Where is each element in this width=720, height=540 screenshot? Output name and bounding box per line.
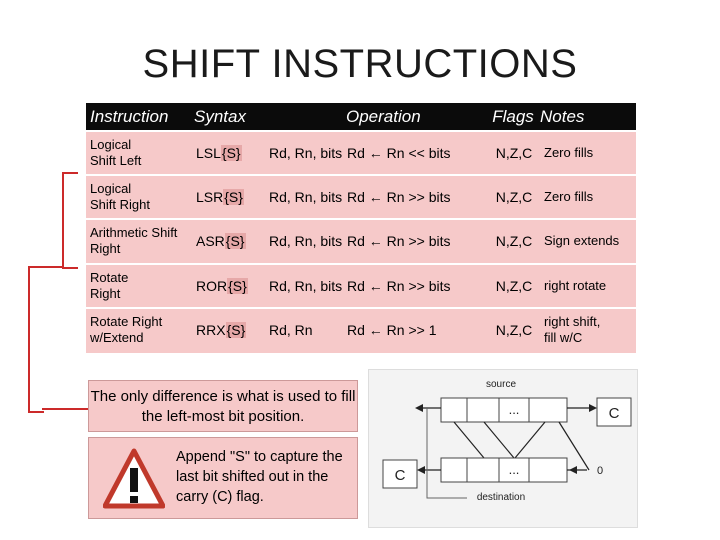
operation-cell: Rd ← Rn << bits xyxy=(347,145,451,161)
operation-cell: Rd ← Rn >> bits xyxy=(347,233,451,249)
table-row xyxy=(86,174,636,218)
bracket-to-callout xyxy=(42,408,88,410)
difference-callout: The only difference is what is used to fill the left-most bit position. xyxy=(88,380,358,432)
notes-cell: right shift, fill w/C xyxy=(544,314,601,345)
page-title: SHIFT INSTRUCTIONS xyxy=(142,42,578,86)
operation-cell: Rd ← Rn >> bits xyxy=(347,278,451,294)
instruction-cell: Rotate Right w/Extend xyxy=(90,314,163,345)
flags-cell: N,Z,C xyxy=(495,145,533,161)
append-s-text: Append "S" to capture the last bit shifted out in the carry (C) flag. xyxy=(176,449,343,505)
instruction-cell: Logical Shift Left xyxy=(90,137,142,168)
notes-cell: Sign extends xyxy=(544,233,620,248)
append-s-callout xyxy=(88,437,358,519)
header-operation: Operation xyxy=(346,106,421,126)
destination-ellipsis: ... xyxy=(508,462,520,477)
flags-cell: N,Z,C xyxy=(495,189,533,205)
flags-cell: N,Z,C xyxy=(495,322,533,338)
table-row xyxy=(86,307,636,353)
operands-cell: Rd, Rn xyxy=(269,322,313,338)
syntax-cell: LSR{S} xyxy=(196,189,243,205)
operands-cell: Rd, Rn, bits xyxy=(269,233,343,249)
table-row xyxy=(86,130,636,174)
flags-cell: N,Z,C xyxy=(495,278,533,294)
bracket-group-logical xyxy=(62,172,78,269)
instruction-cell: Arithmetic Shift Right xyxy=(90,225,178,256)
syntax-cell: ASR{S} xyxy=(196,233,245,249)
syntax-cell: ROR{S} xyxy=(196,278,247,294)
header-syntax: Syntax xyxy=(194,106,246,126)
shift-diagram xyxy=(368,369,638,528)
source-label: source xyxy=(485,379,517,390)
operation-cell: Rd ← Rn >> 1 xyxy=(347,322,437,338)
header-notes: Notes xyxy=(540,106,585,126)
carry-label-top: C xyxy=(608,405,620,422)
header-flags: Flags xyxy=(492,106,534,126)
instruction-cell: Rotate Right xyxy=(90,270,129,301)
notes-cell: right rotate xyxy=(544,278,607,293)
operands-cell: Rd, Rn, bits xyxy=(269,278,343,294)
operation-cell: Rd ← Rn >> bits xyxy=(347,189,451,205)
flags-cell: N,Z,C xyxy=(495,233,533,249)
syntax-cell: LSL{S} xyxy=(196,145,241,161)
table-row xyxy=(86,218,636,263)
notes-cell: Zero fills xyxy=(544,145,594,160)
instruction-cell: Logical Shift Right xyxy=(90,181,150,212)
table-body xyxy=(86,130,636,353)
destination-label: destination xyxy=(476,492,526,503)
carry-label-bottom: C xyxy=(394,467,406,484)
shift-instructions-table xyxy=(86,103,636,130)
operands-cell: Rd, Rn, bits xyxy=(269,189,343,205)
syntax-cell: RRX{S} xyxy=(196,322,246,338)
warning-icon xyxy=(103,448,165,510)
source-ellipsis: ... xyxy=(508,402,520,417)
header-instruction: Instruction xyxy=(90,106,169,126)
notes-cell: Zero fills xyxy=(544,189,594,204)
zero-label: 0 xyxy=(597,465,604,477)
table-row xyxy=(86,263,636,307)
table-header-row xyxy=(86,103,636,130)
bracket-connector xyxy=(42,266,62,268)
operands-cell: Rd, Rn, bits xyxy=(269,145,343,161)
bracket-group-rotate xyxy=(28,266,44,413)
